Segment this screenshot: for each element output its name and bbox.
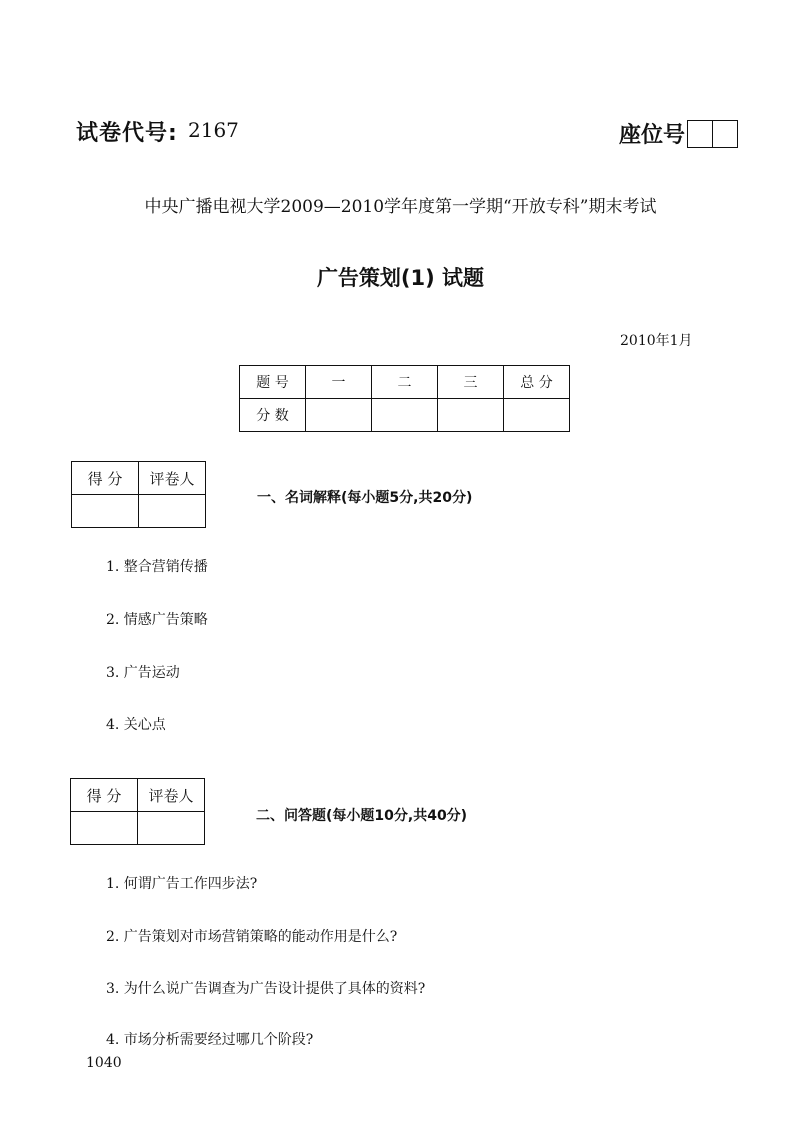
section2-item: 3. 为什么说广告调查为广告设计提供了具体的资料? <box>106 981 426 997</box>
section1-heading: 一、名词解释(每小题5分,共20分) <box>257 490 473 506</box>
grader-reviewer-entry[interactable] <box>138 812 205 845</box>
score-table-cell: 题 号 <box>240 366 306 399</box>
paper-code-value: 2167 <box>188 118 239 142</box>
section2-item: 1. 何谓广告工作四步法? <box>106 876 258 892</box>
seat-number-label: 座位号 <box>619 123 686 148</box>
score-summary-table <box>239 365 570 432</box>
grader-box-section1 <box>71 461 206 528</box>
seat-number <box>619 118 738 149</box>
grader-score-entry[interactable] <box>72 495 139 528</box>
score-table-cell: 分 数 <box>240 399 306 432</box>
score-entry-cell[interactable] <box>306 399 372 432</box>
exam-title: 广告策划(1) 试题 <box>316 266 485 290</box>
grader-box-section2 <box>70 778 205 845</box>
score-entry-cell[interactable] <box>504 399 570 432</box>
grader-score-entry[interactable] <box>71 812 138 845</box>
page-number: 1040 <box>86 1055 122 1071</box>
score-table-header-row <box>240 366 570 399</box>
paper-code-label: 试卷代号: <box>76 121 178 146</box>
grader-reviewer-entry[interactable] <box>139 495 206 528</box>
seat-box[interactable] <box>712 121 737 147</box>
grader-score-label: 得 分 <box>71 779 138 812</box>
section1-item: 1. 整合营销传播 <box>106 559 208 575</box>
score-table-cell: 总 分 <box>504 366 570 399</box>
grader-score-label: 得 分 <box>72 462 139 495</box>
score-table-cell: 三 <box>438 366 504 399</box>
score-table-cell: 一 <box>306 366 372 399</box>
grader-reviewer-label: 评卷人 <box>139 462 206 495</box>
grader-reviewer-label: 评卷人 <box>138 779 205 812</box>
section2-item: 2. 广告策划对市场营销策略的能动作用是什么? <box>106 929 398 945</box>
section1-item: 3. 广告运动 <box>106 665 180 681</box>
score-table-score-row <box>240 399 570 432</box>
exam-date: 2010年1月 <box>620 333 693 349</box>
score-entry-cell[interactable] <box>372 399 438 432</box>
seat-number-boxes <box>687 120 738 148</box>
score-entry-cell[interactable] <box>438 399 504 432</box>
score-table-cell: 二 <box>372 366 438 399</box>
exam-subtitle: 中央广播电视大学2009—2010学年度第一学期“开放专科”期末考试 <box>144 197 657 217</box>
section2-heading: 二、问答题(每小题10分,共40分) <box>256 808 468 824</box>
section1-item: 4. 关心点 <box>106 717 166 733</box>
section1-item: 2. 情感广告策略 <box>106 612 208 628</box>
section2-item: 4. 市场分析需要经过哪几个阶段? <box>106 1032 314 1048</box>
seat-box[interactable] <box>688 121 712 147</box>
